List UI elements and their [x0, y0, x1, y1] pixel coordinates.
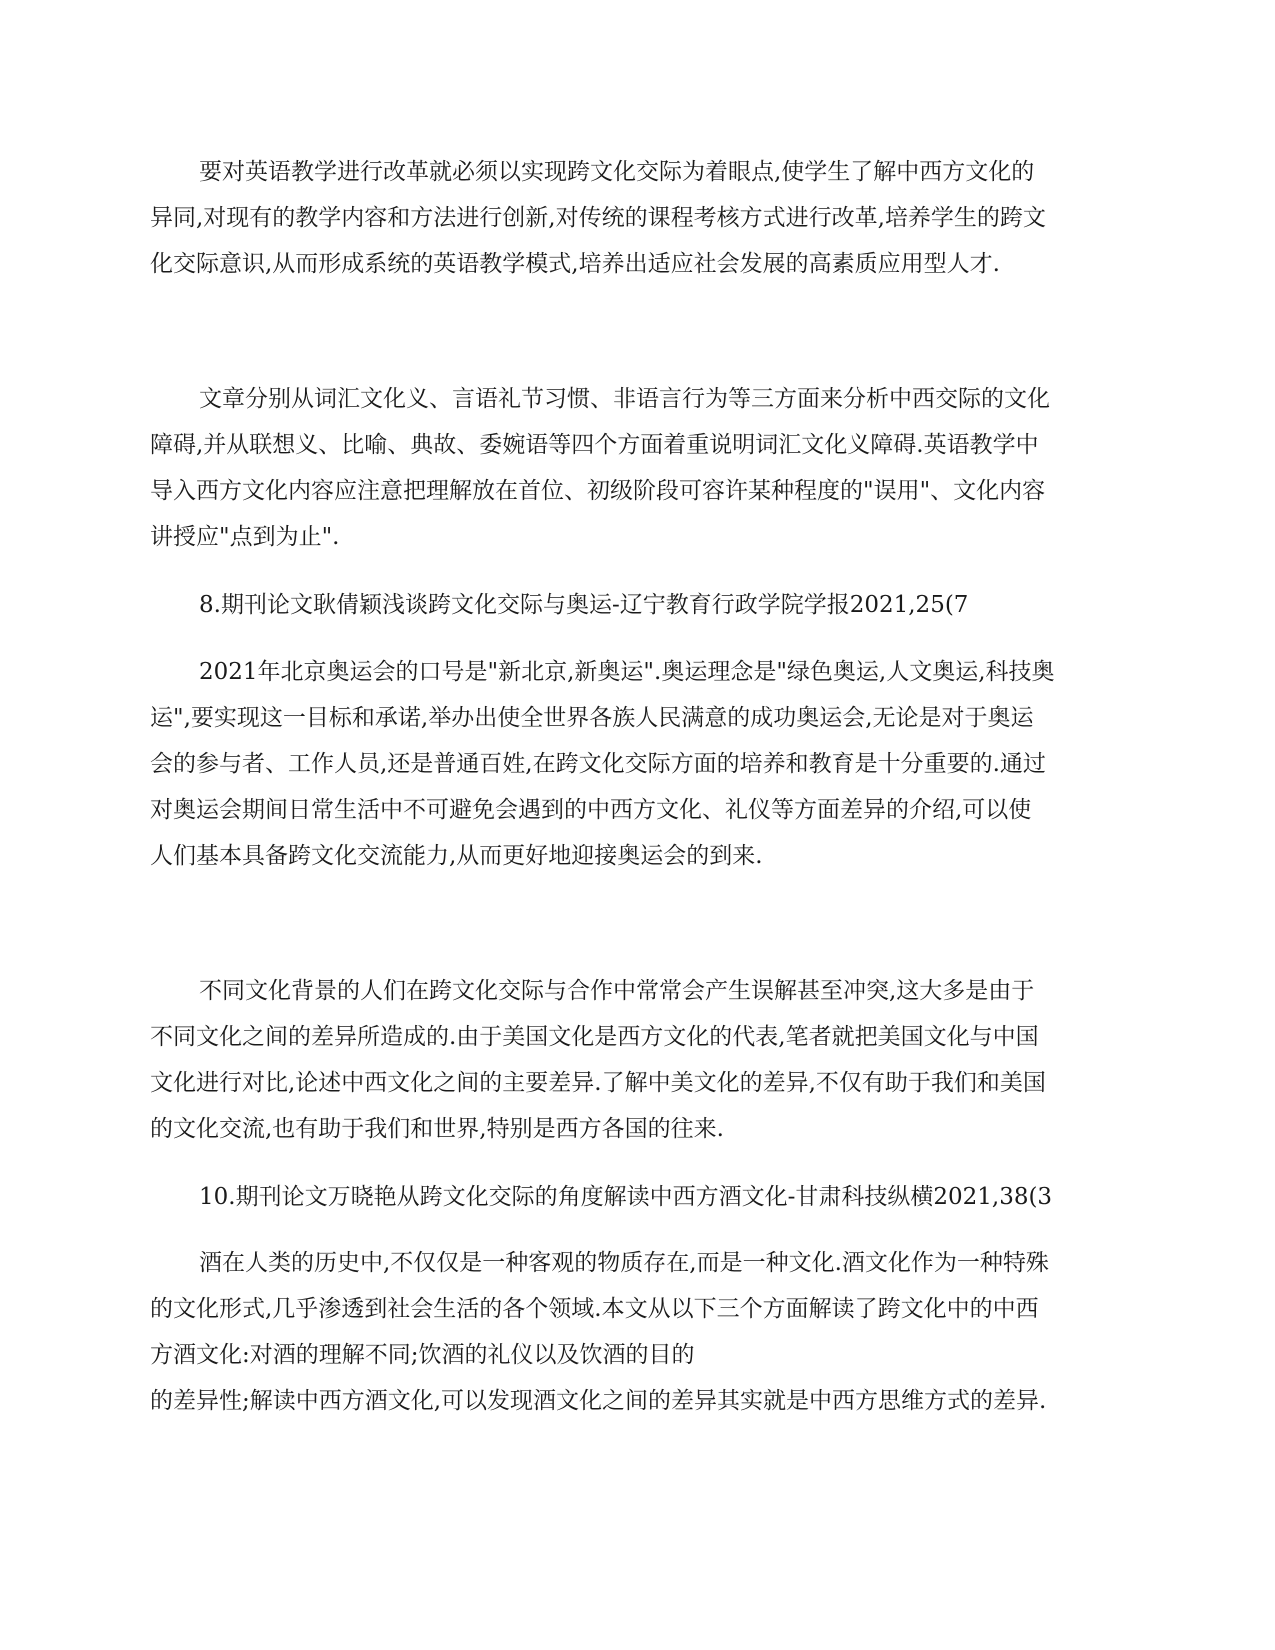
paragraph-line: 异同,对现有的教学内容和方法进行创新,对传统的课程考核方式进行改革,培养学生的跨文: [150, 205, 1046, 231]
paragraph-line: 要对英语教学进行改革就必须以实现跨文化交际为着眼点,使学生了解中西方文化的: [199, 159, 1035, 185]
paragraph-line: 化交际意识,从而形成系统的英语教学模式,培养出适应社会发展的高素质应用型人才.: [150, 251, 1000, 277]
paragraph-line: 导入西方文化内容应注意把理解放在首位、初级阶段可容许某种程度的"误用"、文化内容: [150, 478, 1046, 504]
paragraph-line: 对奥运会期间日常生活中不可避免会遇到的中西方文化、礼仪等方面差异的介绍,可以使: [150, 797, 1032, 823]
paragraph-line: 不同文化之间的差异所造成的.由于美国文化是西方文化的代表,笔者就把美国文化与中国: [150, 1024, 1039, 1050]
reference-entry: 8.期刊论文耿倩颖浅谈跨文化交际与奥运-辽宁教育行政学院学报2021,25(7: [199, 592, 969, 618]
paragraph-line: 障碍,并从联想义、比喻、典故、委婉语等四个方面着重说明词汇文化义障碍.英语教学中: [150, 432, 1039, 458]
paragraph-line: 文章分别从词汇文化义、言语礼节习惯、非语言行为等三方面来分析中西交际的文化: [199, 386, 1050, 412]
paragraph-line: 酒在人类的历史中,不仅仅是一种客观的物质存在,而是一种文化.酒文化作为一种特殊: [199, 1250, 1049, 1276]
paragraph-line: 不同文化背景的人们在跨文化交际与合作中常常会产生误解甚至冲突,这大多是由于: [199, 978, 1035, 1004]
paragraph-line: 2021年北京奥运会的口号是"新北京,新奥运".奥运理念是"绿色奥运,人文奥运,科技奥: [199, 659, 1055, 685]
paragraph-line: 讲授应"点到为止".: [150, 524, 340, 550]
paragraph-line: 文化进行对比,论述中西文化之间的主要差异.了解中美文化的差异,不仅有助于我们和美国: [150, 1070, 1046, 1096]
reference-entry: 10.期刊论文万晓艳从跨文化交际的角度解读中西方酒文化-甘肃科技纵横2021,38(3: [199, 1184, 1053, 1210]
paragraph-line: 会的参与者、工作人员,还是普通百姓,在跨文化交际方面的培养和教育是十分重要的.通过: [150, 751, 1046, 777]
paragraph-line: 的文化形式,几乎渗透到社会生活的各个领域.本文从以下三个方面解读了跨文化中的中西: [150, 1296, 1039, 1322]
paragraph-line: 运",要实现这一目标和承诺,举办出使全世界各族人民满意的成功奥运会,无论是对于奥运: [150, 705, 1034, 731]
paragraph-line: 的差异性;解读中西方酒文化,可以发现酒文化之间的差异其实就是中西方思维方式的差异.: [150, 1388, 1047, 1414]
paragraph-line: 的文化交流,也有助于我们和世界,特别是西方各国的往来.: [150, 1116, 724, 1142]
paragraph-line: 方酒文化:对酒的理解不同;饮酒的礼仪以及饮酒的目的: [150, 1342, 695, 1368]
paragraph-line: 人们基本具备跨文化交流能力,从而更好地迎接奥运会的到来.: [150, 843, 763, 869]
